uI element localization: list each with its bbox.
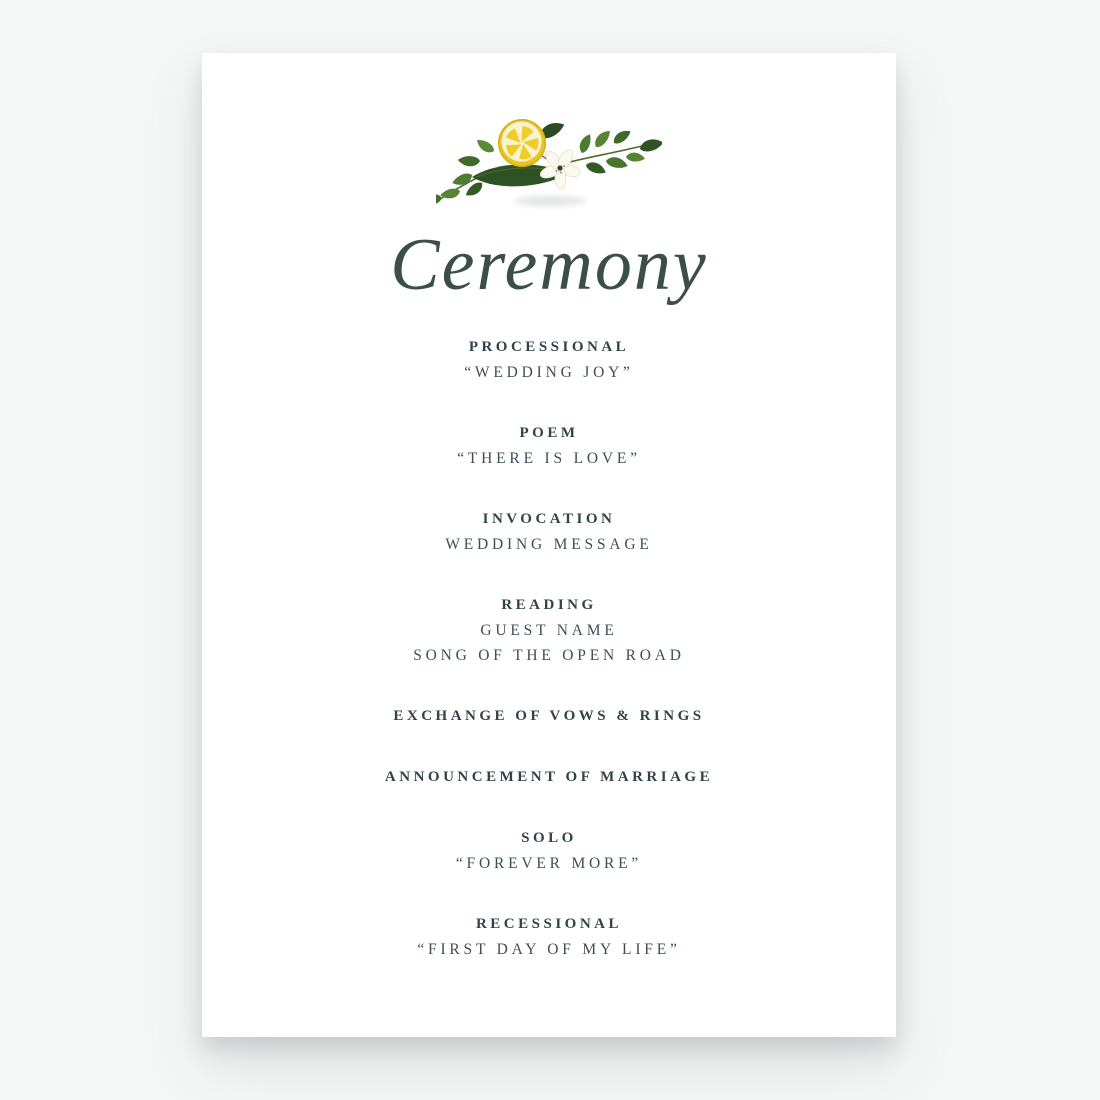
program-heading: ANNOUNCEMENT OF MARRIAGE	[384, 769, 714, 785]
blossom-icon	[538, 147, 581, 189]
program-item-recessional	[202, 912, 896, 962]
program-line: “FOREVER MORE”	[455, 855, 643, 872]
program-line: SONG OF THE OPEN ROAD	[413, 647, 685, 664]
program-heading: EXCHANGE OF VOWS & RINGS	[393, 708, 705, 724]
program-item-solo	[202, 826, 896, 876]
program-heading: INVOCATION	[482, 511, 616, 527]
leaf-sprig-right	[576, 128, 662, 178]
program-item-vows	[202, 704, 896, 729]
card-title: Ceremony	[390, 224, 708, 306]
program-item-reading	[202, 593, 896, 668]
program-heading: READING	[501, 597, 597, 613]
program-list	[202, 335, 896, 962]
lemon-branch-ornament	[202, 111, 896, 211]
program-line: “WEDDING JOY”	[464, 364, 634, 381]
program-line: GUEST NAME	[480, 622, 618, 639]
lemon-icon	[492, 113, 552, 173]
program-heading: RECESSIONAL	[475, 916, 623, 932]
ceremony-program-card	[202, 53, 896, 1037]
program-item-invocation	[202, 507, 896, 557]
program-item-announcement	[202, 765, 896, 790]
program-line: WEDDING MESSAGE	[445, 536, 653, 553]
program-line: “THERE IS LOVE”	[457, 450, 641, 467]
ornament-shadow	[514, 196, 586, 206]
program-line: “FIRST DAY OF MY LIFE”	[417, 941, 681, 958]
program-heading: PROCESSIONAL	[468, 339, 630, 355]
program-item-processional	[202, 335, 896, 385]
program-heading: POEM	[519, 425, 579, 441]
program-item-poem	[202, 421, 896, 471]
program-heading: SOLO	[521, 830, 577, 846]
lemon-branch-illustration	[436, 111, 662, 211]
